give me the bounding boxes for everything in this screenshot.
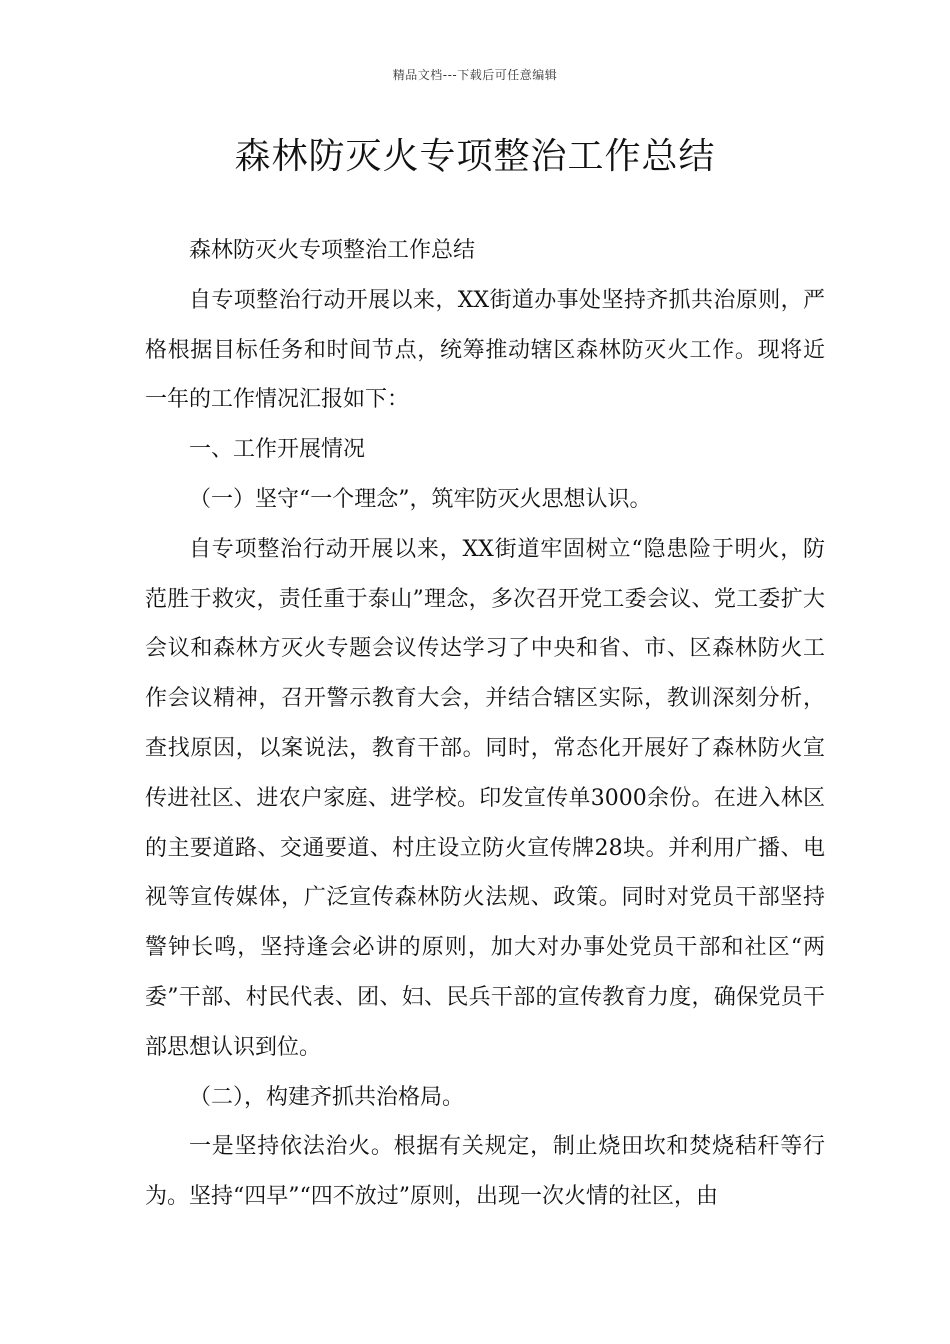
paragraph-intro: 自专项整治行动开展以来，XX街道办事处坚持齐抓共治原则，严格根据目标任务和时间节点，统筹推动辖区森林防灭火工作。现将近一年的工作情况汇报如下： [145,287,825,413]
subsection-heading-1: （一）坚守“一个理念”，筑牢防灭火思想认识。 [189,486,652,512]
subsection-heading-2: （二），构建齐抓共治格局。 [189,1084,465,1110]
paragraph-section-1: 自专项整治行动开展以来，XX街道牢固树立“隐患险于明火，防范胜于救灾，责任重于泰山”理念，多次召开党工委会议、党工委扩大会议和森林方灭火专题会议传达学习了中央和省、市、区森林防火工作会议精神，召开警示教育大会，并结合辖区实际，教训深刻分析，查找原因，以案说法，教育干部。同时，常态化开展好了森林防火宣传进社区、进农户家庭、进学校。印发宣传单3000余份。在进入林区的主要道路、交通要道、村庄设立防火宣传牌28块。并利用广播、电视等宣传媒体，广泛宣传森林防火法规、政策。同时对党员干部坚持警钟长鸣，坚持逢会必讲的原则，加大对办事处党员干部和社区“两委”干部、村民代表、团、妇、民兵干部的宣传教育力度，确保党员干部思想认识到位。 [145,536,825,1060]
paragraph-subtitle: 森林防灭火专项整治工作总结 [189,238,476,263]
paragraph-section-2: 一是坚持依法治火。根据有关规定，制止烧田坎和焚烧秸秆等行为。坚持“四早”“四不放过”原则，出现一次火情的社区，由 [145,1134,825,1210]
header-note: 精品文档---下载后可任意编辑 [392,68,558,82]
document-body [145,226,825,1222]
document-title: 森林防灭火专项整治工作总结 [234,136,716,177]
section-heading-1: 一、工作开展情况 [189,437,366,463]
